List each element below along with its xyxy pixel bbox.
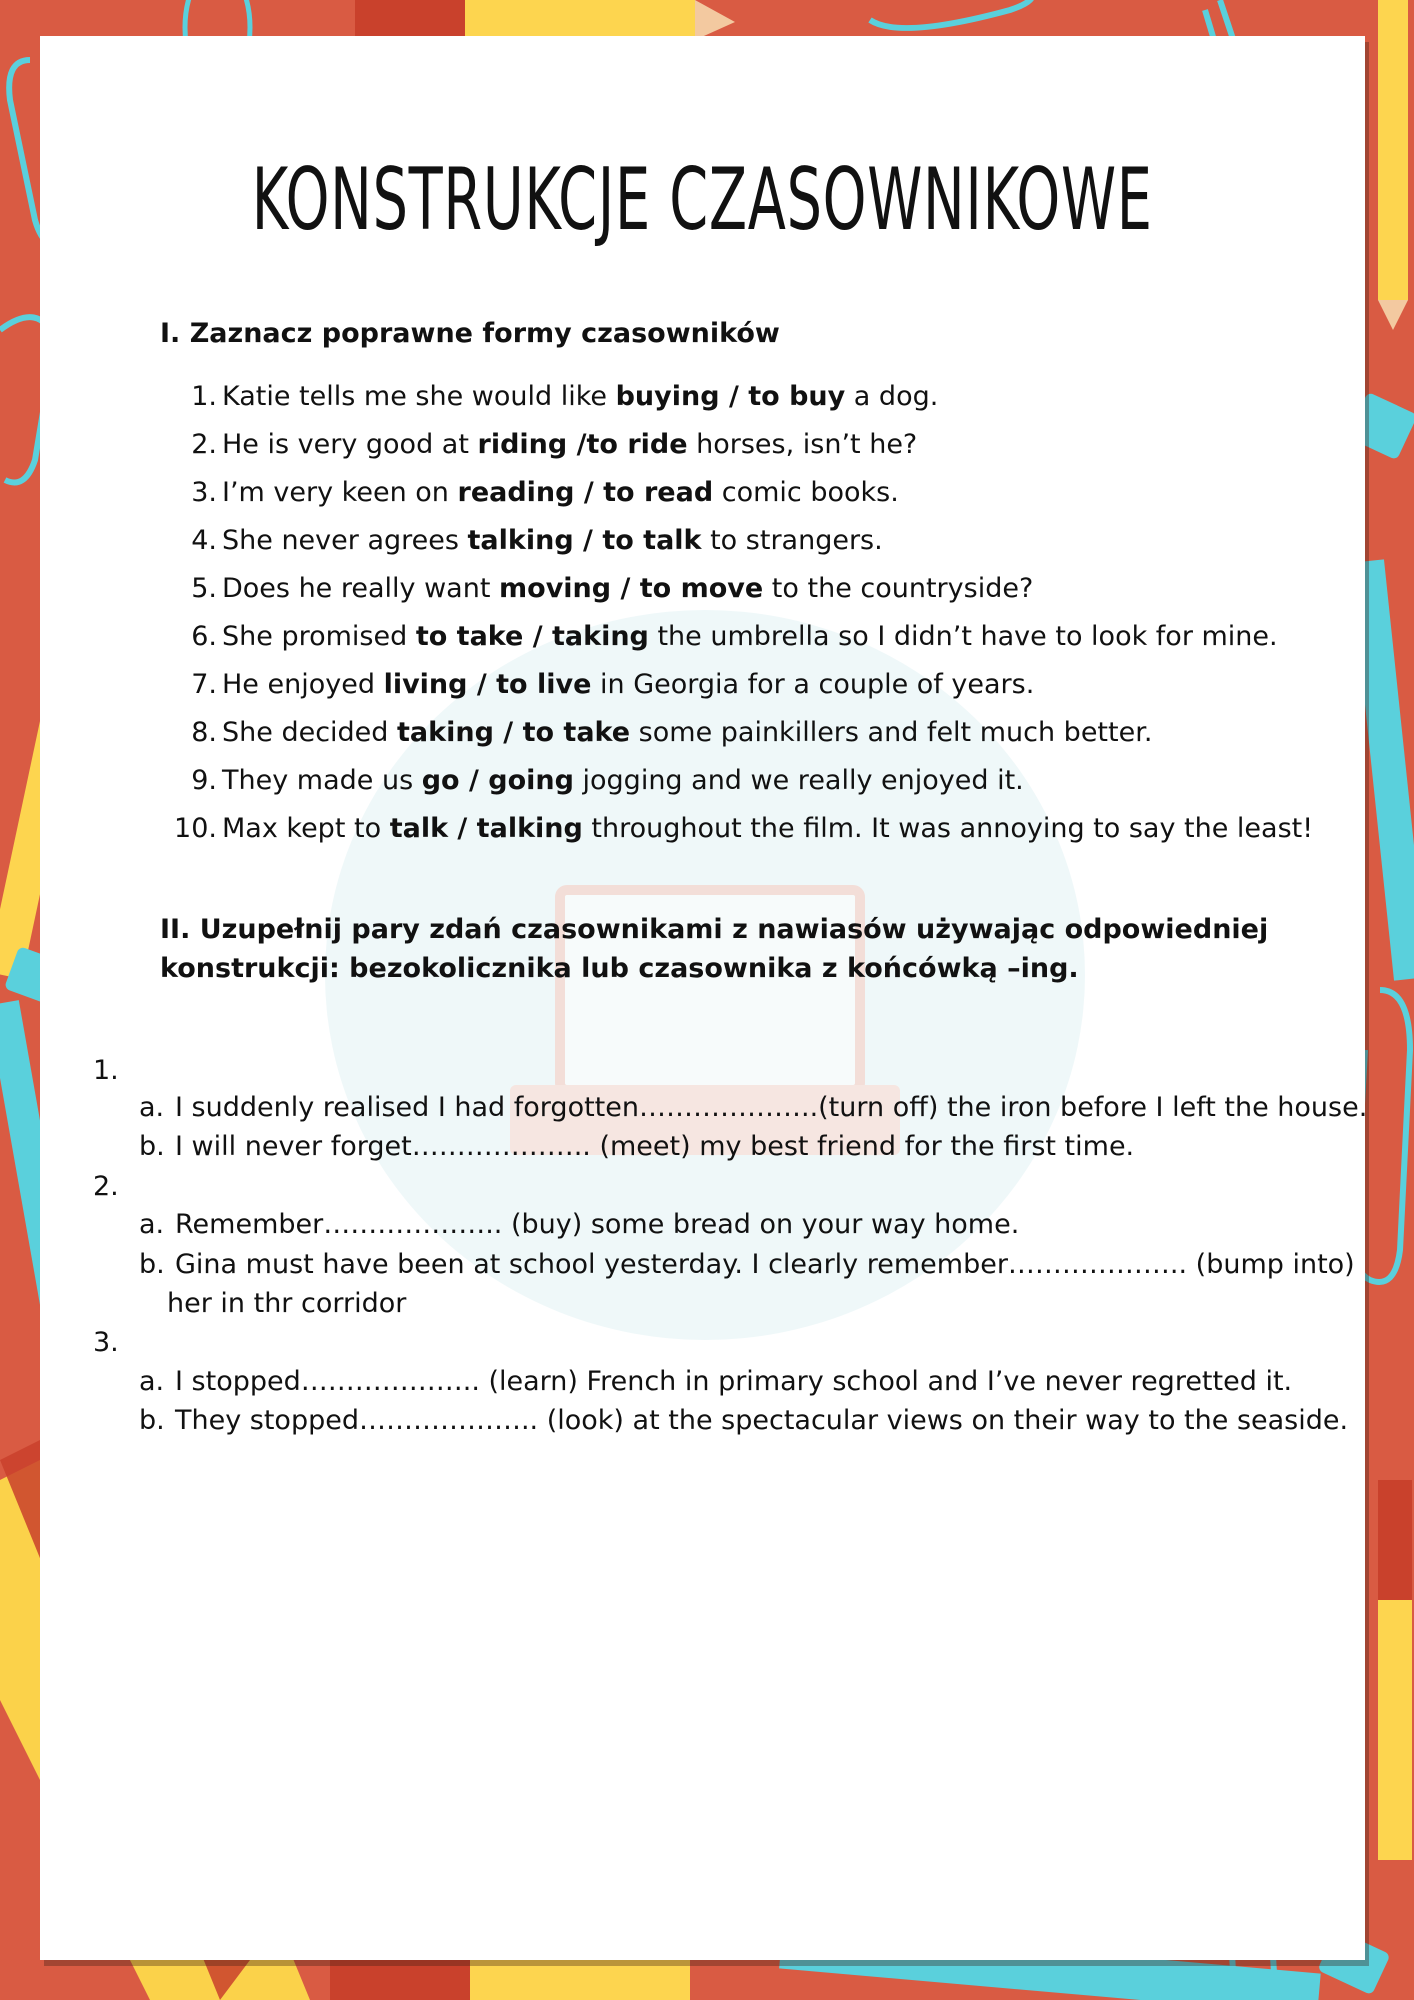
list-item (139, 1245, 1355, 1284)
sentence-end: horses, isn’t he? (687, 429, 918, 460)
exercise-sentence (222, 613, 1278, 661)
exercise-sentence (222, 469, 899, 517)
pair-number: 2. (93, 1171, 119, 1202)
verb-choice[interactable]: living / to live (383, 669, 592, 700)
verb-choice[interactable]: reading / to read (457, 477, 714, 508)
sentence-end: jogging and we really enjoyed it. (573, 765, 1024, 796)
exercise-sentence (222, 805, 1313, 853)
list-item (160, 373, 1330, 421)
list-item (160, 757, 1330, 805)
list-item (139, 1205, 1019, 1244)
exercise-sentence (222, 373, 938, 421)
sentence-start: I’m very keen on (222, 477, 458, 508)
sentence-end: comic books. (713, 477, 899, 508)
sentence-end: a dog. (845, 381, 939, 412)
sentence-start: She never agrees (222, 525, 468, 556)
section-2-heading: II. Uzupełnij pary zdań czasownikami z nawiasów używając odpowiedniej konstrukcji: bezokolicznika lub czasownika z końcówką –ing. (160, 914, 1269, 984)
item-letter: a. (139, 1092, 165, 1123)
sentence-start: They made us (222, 765, 422, 796)
exercise-sentence-continued: her in thr corridor (167, 1288, 407, 1319)
pencil-icon (1378, 0, 1408, 330)
sentence-end: throughout the film. It was annoying to say the least! (582, 813, 1314, 844)
exercise-sentence: I will never forget……………….. (meet) my best friend for the first time. (175, 1131, 1135, 1162)
sentence-start: He is very good at (222, 429, 478, 460)
sentence-start: He enjoyed (222, 669, 384, 700)
sentence-end: to the countryside? (763, 573, 1034, 604)
sentence-end: in Georgia for a couple of years. (591, 669, 1035, 700)
pair-number: 3. (93, 1327, 119, 1358)
section-1-heading: I. Zaznacz poprawne formy czasowników (160, 318, 780, 349)
item-number: 6. (191, 621, 217, 652)
exercise-sentence: Gina must have been at school yesterday. I clearly remember……………….. (bump into) (175, 1249, 1355, 1280)
exercise-sentence (222, 757, 1024, 805)
list-item (160, 661, 1330, 709)
item-letter: b. (139, 1405, 165, 1436)
exercise-sentence (222, 661, 1034, 709)
item-letter: a. (139, 1366, 165, 1397)
item-number: 2. (191, 429, 217, 460)
item-letter: b. (139, 1249, 165, 1280)
verb-choice[interactable]: taking / to take (397, 717, 631, 748)
pair-number: 1. (93, 1055, 119, 1086)
item-letter: b. (139, 1131, 165, 1162)
pencil-icon (355, 0, 735, 40)
list-item (139, 1127, 1134, 1166)
item-number: 9. (191, 765, 217, 796)
list-item (160, 805, 1330, 853)
item-number: 10. (174, 813, 217, 844)
pencil-icon (330, 1960, 690, 2000)
list-item (160, 709, 1330, 757)
item-number: 8. (191, 717, 217, 748)
sentence-start: She promised (222, 621, 416, 652)
exercise-sentence (222, 517, 883, 565)
list-item (160, 421, 1330, 469)
verb-choice[interactable]: moving / to move (499, 573, 764, 604)
verb-choice[interactable]: riding /to ride (477, 429, 688, 460)
list-item (139, 1088, 1367, 1127)
item-number: 7. (191, 669, 217, 700)
sentence-start: Katie tells me she would like (222, 381, 616, 412)
list-item (160, 469, 1330, 517)
sentence-end: to strangers. (701, 525, 883, 556)
page-title: KONSTRUKCJE CZASOWNIKOWE (251, 150, 1153, 250)
exercise-sentence: They stopped……………….. (look) at the spectacular views on their way to the seaside. (175, 1405, 1349, 1436)
sentence-start: Max kept to (222, 813, 390, 844)
verb-choice[interactable]: to take / taking (415, 621, 649, 652)
list-item (160, 517, 1330, 565)
item-number: 1. (191, 381, 217, 412)
verb-choice[interactable]: buying / to buy (615, 381, 846, 412)
exercise-sentence (222, 709, 1152, 757)
exercise-sentence (222, 421, 917, 469)
exercise-sentence: I suddenly realised I had forgotten………………..(turn off) the iron before I left the house. (175, 1092, 1368, 1123)
sentence-start: She decided (222, 717, 398, 748)
list-item (160, 565, 1330, 613)
verb-choice[interactable]: talking / to talk (467, 525, 702, 556)
list-item (160, 613, 1330, 661)
verb-choice[interactable]: talk / talking (389, 813, 583, 844)
exercise-sentence: I stopped……………….. (learn) French in primary school and I’ve never regretted it. (175, 1366, 1293, 1397)
verb-choice[interactable]: go / going (421, 765, 574, 796)
item-number: 4. (191, 525, 217, 556)
item-number: 5. (191, 573, 217, 604)
exercise-sentence (222, 565, 1033, 613)
sentence-end: some painkillers and felt much better. (630, 717, 1153, 748)
item-letter: a. (139, 1209, 165, 1240)
pencil-icon (1378, 1480, 1412, 1860)
exercise-sentence: Remember……………….. (buy) some bread on your way home. (175, 1209, 1020, 1240)
item-number: 3. (191, 477, 217, 508)
list-item (139, 1362, 1292, 1401)
sentence-start: Does he really want (222, 573, 500, 604)
list-item (139, 1401, 1348, 1440)
section-1-list (160, 373, 1330, 853)
sentence-end: the umbrella so I didn’t have to look for mine. (648, 621, 1278, 652)
